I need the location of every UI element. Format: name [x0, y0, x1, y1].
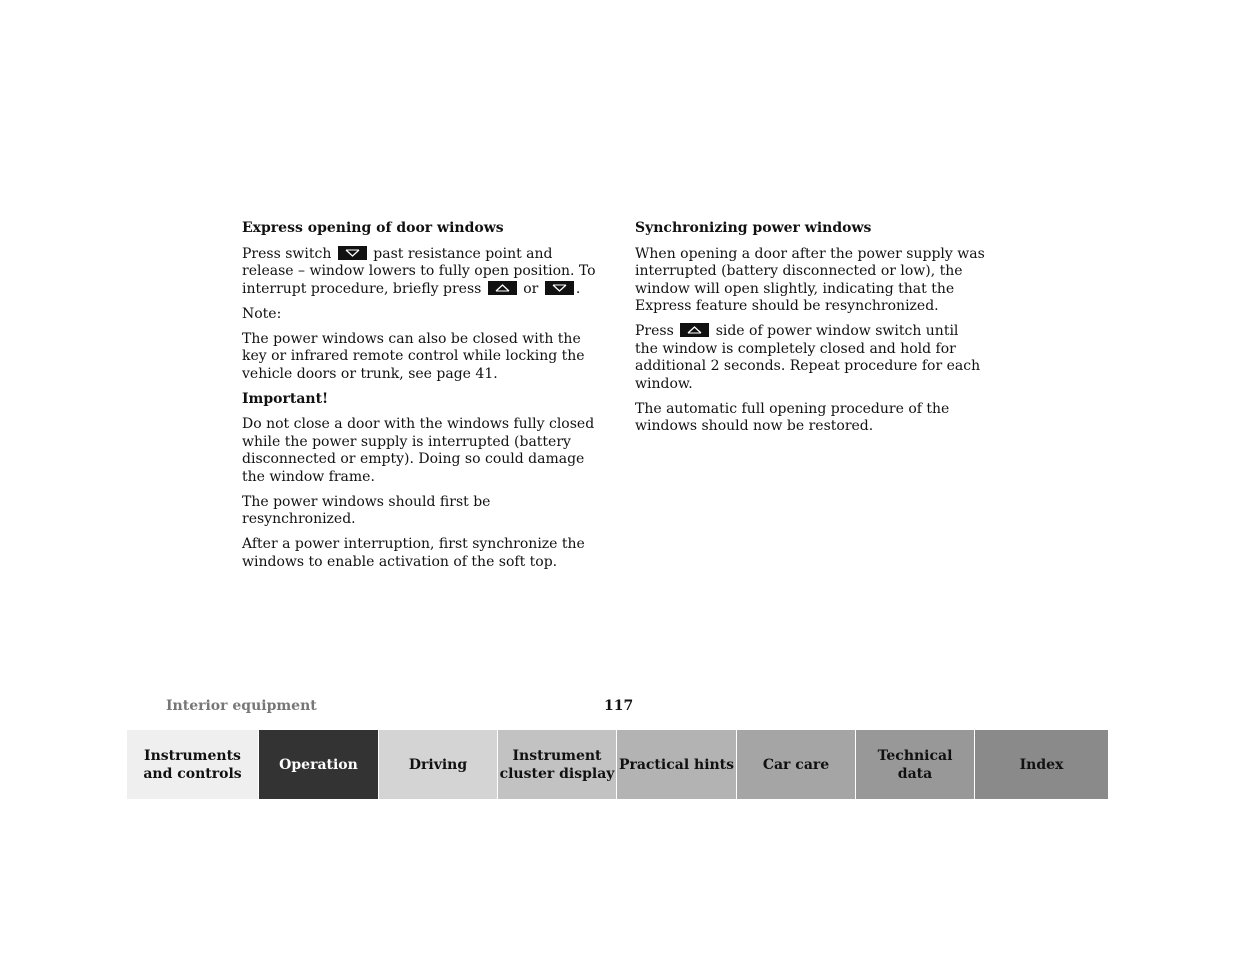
power-interruption-text: After a power interruption, first synchronize the windows to enable activation of the soft top. — [242, 536, 585, 570]
express-opening-instructions — [242, 246, 602, 299]
express-opening-heading: Express opening of door windows — [242, 220, 504, 236]
window-up-switch-icon — [680, 323, 709, 337]
window-down-switch-icon — [545, 281, 574, 295]
restored-text: The automatic full opening procedure of the windows should now be restored. — [635, 400, 950, 434]
page-number: 117 — [604, 698, 634, 714]
or-text: or — [523, 280, 539, 297]
synchronizing-intro: When opening a door after the power supply was interrupted (battery disconnected or low), the window will open slightly, indicating that the Express feature should be resynchronized. — [635, 245, 985, 314]
left-column — [242, 220, 602, 579]
tab-technical-data[interactable]: Technical data — [856, 730, 975, 799]
chapter-nav — [127, 730, 1108, 799]
tab-car-care[interactable]: Car care — [737, 730, 856, 799]
tab-instruments-and-controls[interactable]: Instruments and controls — [127, 730, 259, 799]
tab-practical-hints[interactable]: Practical hints — [617, 730, 737, 799]
press-switch-continued-text: past resistance point and release – window lowers to fully open position. To interrupt procedure, briefly press — [242, 245, 596, 297]
tab-index[interactable]: Index — [975, 730, 1108, 799]
tab-operation[interactable]: Operation — [259, 730, 379, 799]
note-text: The power windows can also be closed with the key or infrared remote control while locking the vehicle doors or trunk, see page 41. — [242, 330, 585, 382]
right-column — [635, 220, 985, 443]
window-down-switch-icon — [338, 246, 367, 260]
press-switch-text: Press switch — [242, 245, 332, 262]
section-title: Interior equipment — [166, 698, 317, 714]
tab-instrument-cluster-display[interactable]: Instrument cluster display — [498, 730, 617, 799]
important-text: Do not close a door with the windows fully closed while the power supply is interrupted (battery disconnected or empty). Doing so could damage the window frame. — [242, 416, 595, 485]
synchronizing-heading: Synchronizing power windows — [635, 220, 872, 236]
synchronizing-instructions — [635, 323, 985, 393]
note-label: Note: — [242, 305, 282, 322]
period-text: . — [575, 280, 581, 297]
important-label: Important! — [242, 390, 329, 407]
press-continued-text: side of power window switch until the window is completely closed and hold for additional 2 seconds. Repeat procedure for each window. — [635, 323, 981, 392]
tab-driving[interactable]: Driving — [379, 730, 498, 799]
press-text: Press — [635, 323, 674, 339]
window-up-switch-icon — [488, 281, 517, 295]
resynchronize-text: The power windows should first be resynchronized. — [242, 493, 491, 527]
